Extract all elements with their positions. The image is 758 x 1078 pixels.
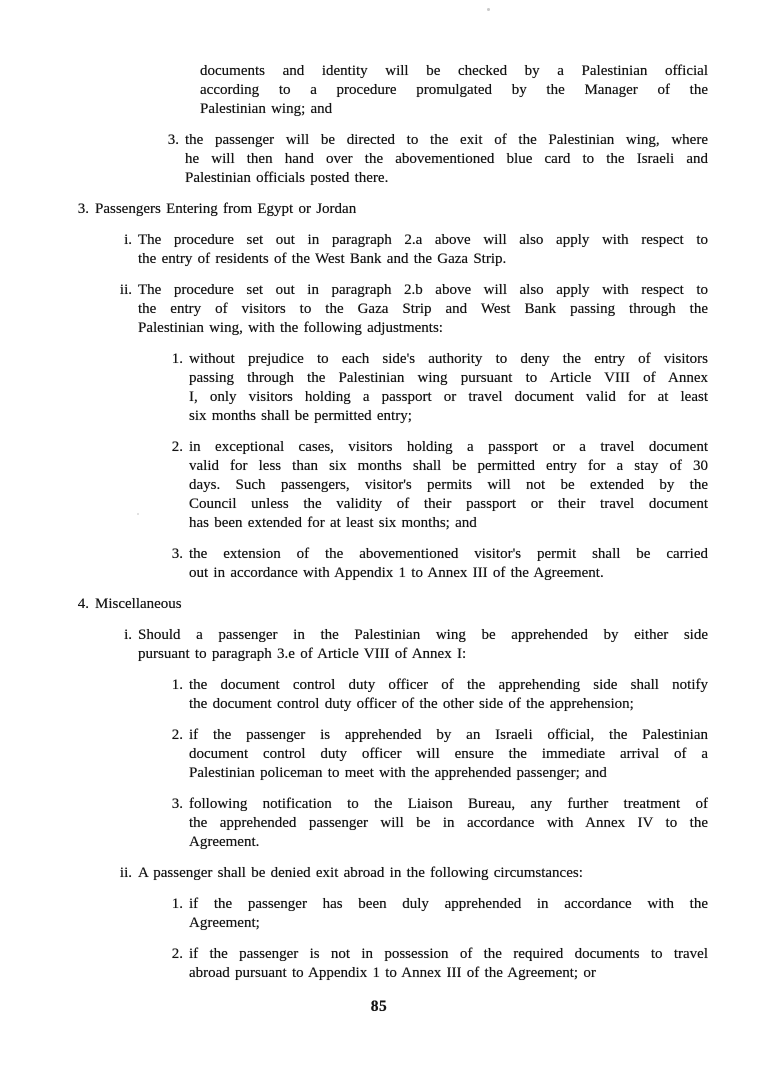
text-line: the extension of the abovementioned visitor's permit shall be carried [189, 546, 708, 562]
text-line: the entry of visitors to the Gaza Strip and West Bank passing through the [138, 301, 708, 317]
list-marker: 3. [171, 796, 183, 812]
text-line: out in accordance with Appendix 1 to Annex III of the Agreement. [189, 565, 604, 581]
text-line: valid for less than six months shall be permitted entry for a stay of 30 [189, 458, 708, 474]
section-title [95, 595, 715, 614]
list-marker: i. [124, 232, 132, 248]
paragraph-text [189, 795, 708, 852]
list-marker: 2. [171, 439, 183, 455]
paragraph-continuation [200, 62, 708, 119]
list-item-numbered [171, 895, 708, 933]
section-item [77, 595, 715, 614]
scan-speck [487, 8, 490, 11]
text-line: Agreement; [189, 915, 260, 931]
paragraph-text [138, 281, 708, 338]
paragraph-text [189, 545, 708, 583]
text-line: the entry of residents of the West Bank and the Gaza Strip. [138, 251, 507, 267]
text-line: pursuant to paragraph 3.e of Article VIII of Annex I: [138, 646, 467, 662]
paragraph-text [189, 438, 708, 533]
list-item-numbered [167, 131, 708, 188]
paragraph-text [189, 350, 708, 426]
paragraph-text [185, 131, 708, 188]
list-marker: 3. [77, 201, 89, 217]
text-line: six months shall be permitted entry; [189, 408, 412, 424]
text-line: Palestinian wing, with the following adjustments: [138, 320, 443, 336]
list-marker: 4. [77, 596, 89, 612]
text-line: Miscellaneous [95, 596, 182, 612]
list-item-roman [119, 864, 708, 883]
paragraph-text [138, 864, 708, 883]
text-line: Council unless the validity of their passport or their travel document [189, 496, 708, 512]
list-marker: 2. [171, 727, 183, 743]
text-line: according to a procedure promulgated by the Manager of the [200, 82, 708, 98]
list-item-numbered [171, 438, 708, 533]
list-marker: ii. [119, 865, 132, 881]
list-marker: 3. [171, 546, 183, 562]
text-line: A passenger shall be denied exit abroad in the following circumstances: [138, 865, 583, 881]
text-line: Passengers Entering from Egypt or Jordan [95, 201, 357, 217]
text-line: Should a passenger in the Palestinian wing be apprehended by either side [138, 627, 708, 643]
paragraph-text [189, 895, 708, 933]
list-item-numbered [171, 795, 708, 852]
list-marker: 1. [171, 677, 183, 693]
text-line: if the passenger is apprehended by an Israeli official, the Palestinian [189, 727, 708, 743]
section-title [95, 200, 715, 219]
text-line: has been extended for at least six months; and [189, 515, 477, 531]
paragraph-text [138, 626, 708, 664]
paragraph-text [189, 676, 708, 714]
list-item-numbered [171, 726, 708, 783]
paragraph-text [189, 726, 708, 783]
list-item-numbered [171, 350, 708, 426]
text-line: the document control duty officer of the apprehending side shall notify [189, 677, 708, 693]
text-line: documents and identity will be checked by a Palestinian official [200, 63, 708, 79]
page-content [0, 62, 758, 995]
paragraph-text [138, 231, 708, 269]
list-marker: 1. [171, 351, 183, 367]
text-line: I, only visitors holding a passport or travel document valid for at least [189, 389, 708, 405]
list-item-numbered [171, 545, 708, 583]
page-number: 85 [370, 998, 388, 1015]
text-line: following notification to the Liaison Bureau, any further treatment of [189, 796, 708, 812]
text-line: Palestinian policeman to meet with the apprehended passenger; and [189, 765, 607, 781]
list-item-numbered [171, 945, 708, 983]
list-marker: 2. [171, 946, 183, 962]
text-line: the passenger will be directed to the exit of the Palestinian wing, where [185, 132, 708, 148]
text-line: passing through the Palestinian wing pursuant to Article VIII of Annex [189, 370, 708, 386]
list-item-roman [124, 626, 708, 664]
text-line: without prejudice to each side's authority to deny the entry of visitors [189, 351, 708, 367]
paragraph-text [189, 945, 708, 983]
list-marker: i. [124, 627, 132, 643]
text-line: in exceptional cases, visitors holding a passport or a travel document [189, 439, 708, 455]
list-marker: ii. [119, 282, 132, 298]
paragraph-text [200, 62, 708, 119]
text-line: if the passenger has been duly apprehended in accordance with the [189, 896, 708, 912]
list-item-roman [124, 231, 708, 269]
text-line: Palestinian officials posted there. [185, 170, 389, 186]
text-line: abroad pursuant to Appendix 1 to Annex III of the Agreement; or [189, 965, 596, 981]
list-item-roman [119, 281, 708, 338]
text-line: days. Such passengers, visitor's permits will not be extended by the [189, 477, 708, 493]
text-line: The procedure set out in paragraph 2.b above will also apply with respect to [138, 282, 708, 298]
text-line: if the passenger is not in possession of the required documents to travel [189, 946, 708, 962]
list-item-numbered [171, 676, 708, 714]
list-marker: 3. [167, 132, 179, 148]
text-line: document control duty officer will ensure the immediate arrival of a [189, 746, 708, 762]
list-marker: 1. [171, 896, 183, 912]
text-line: Palestinian wing; and [200, 101, 333, 117]
text-line: Agreement. [189, 834, 260, 850]
text-line: the document control duty officer of the other side of the apprehension; [189, 696, 634, 712]
text-line: the apprehended passenger will be in accordance with Annex IV to the [189, 815, 708, 831]
section-item [77, 200, 715, 219]
text-line: he will then hand over the abovementioned blue card to the Israeli and [185, 151, 708, 167]
text-line: The procedure set out in paragraph 2.a above will also apply with respect to [138, 232, 708, 248]
